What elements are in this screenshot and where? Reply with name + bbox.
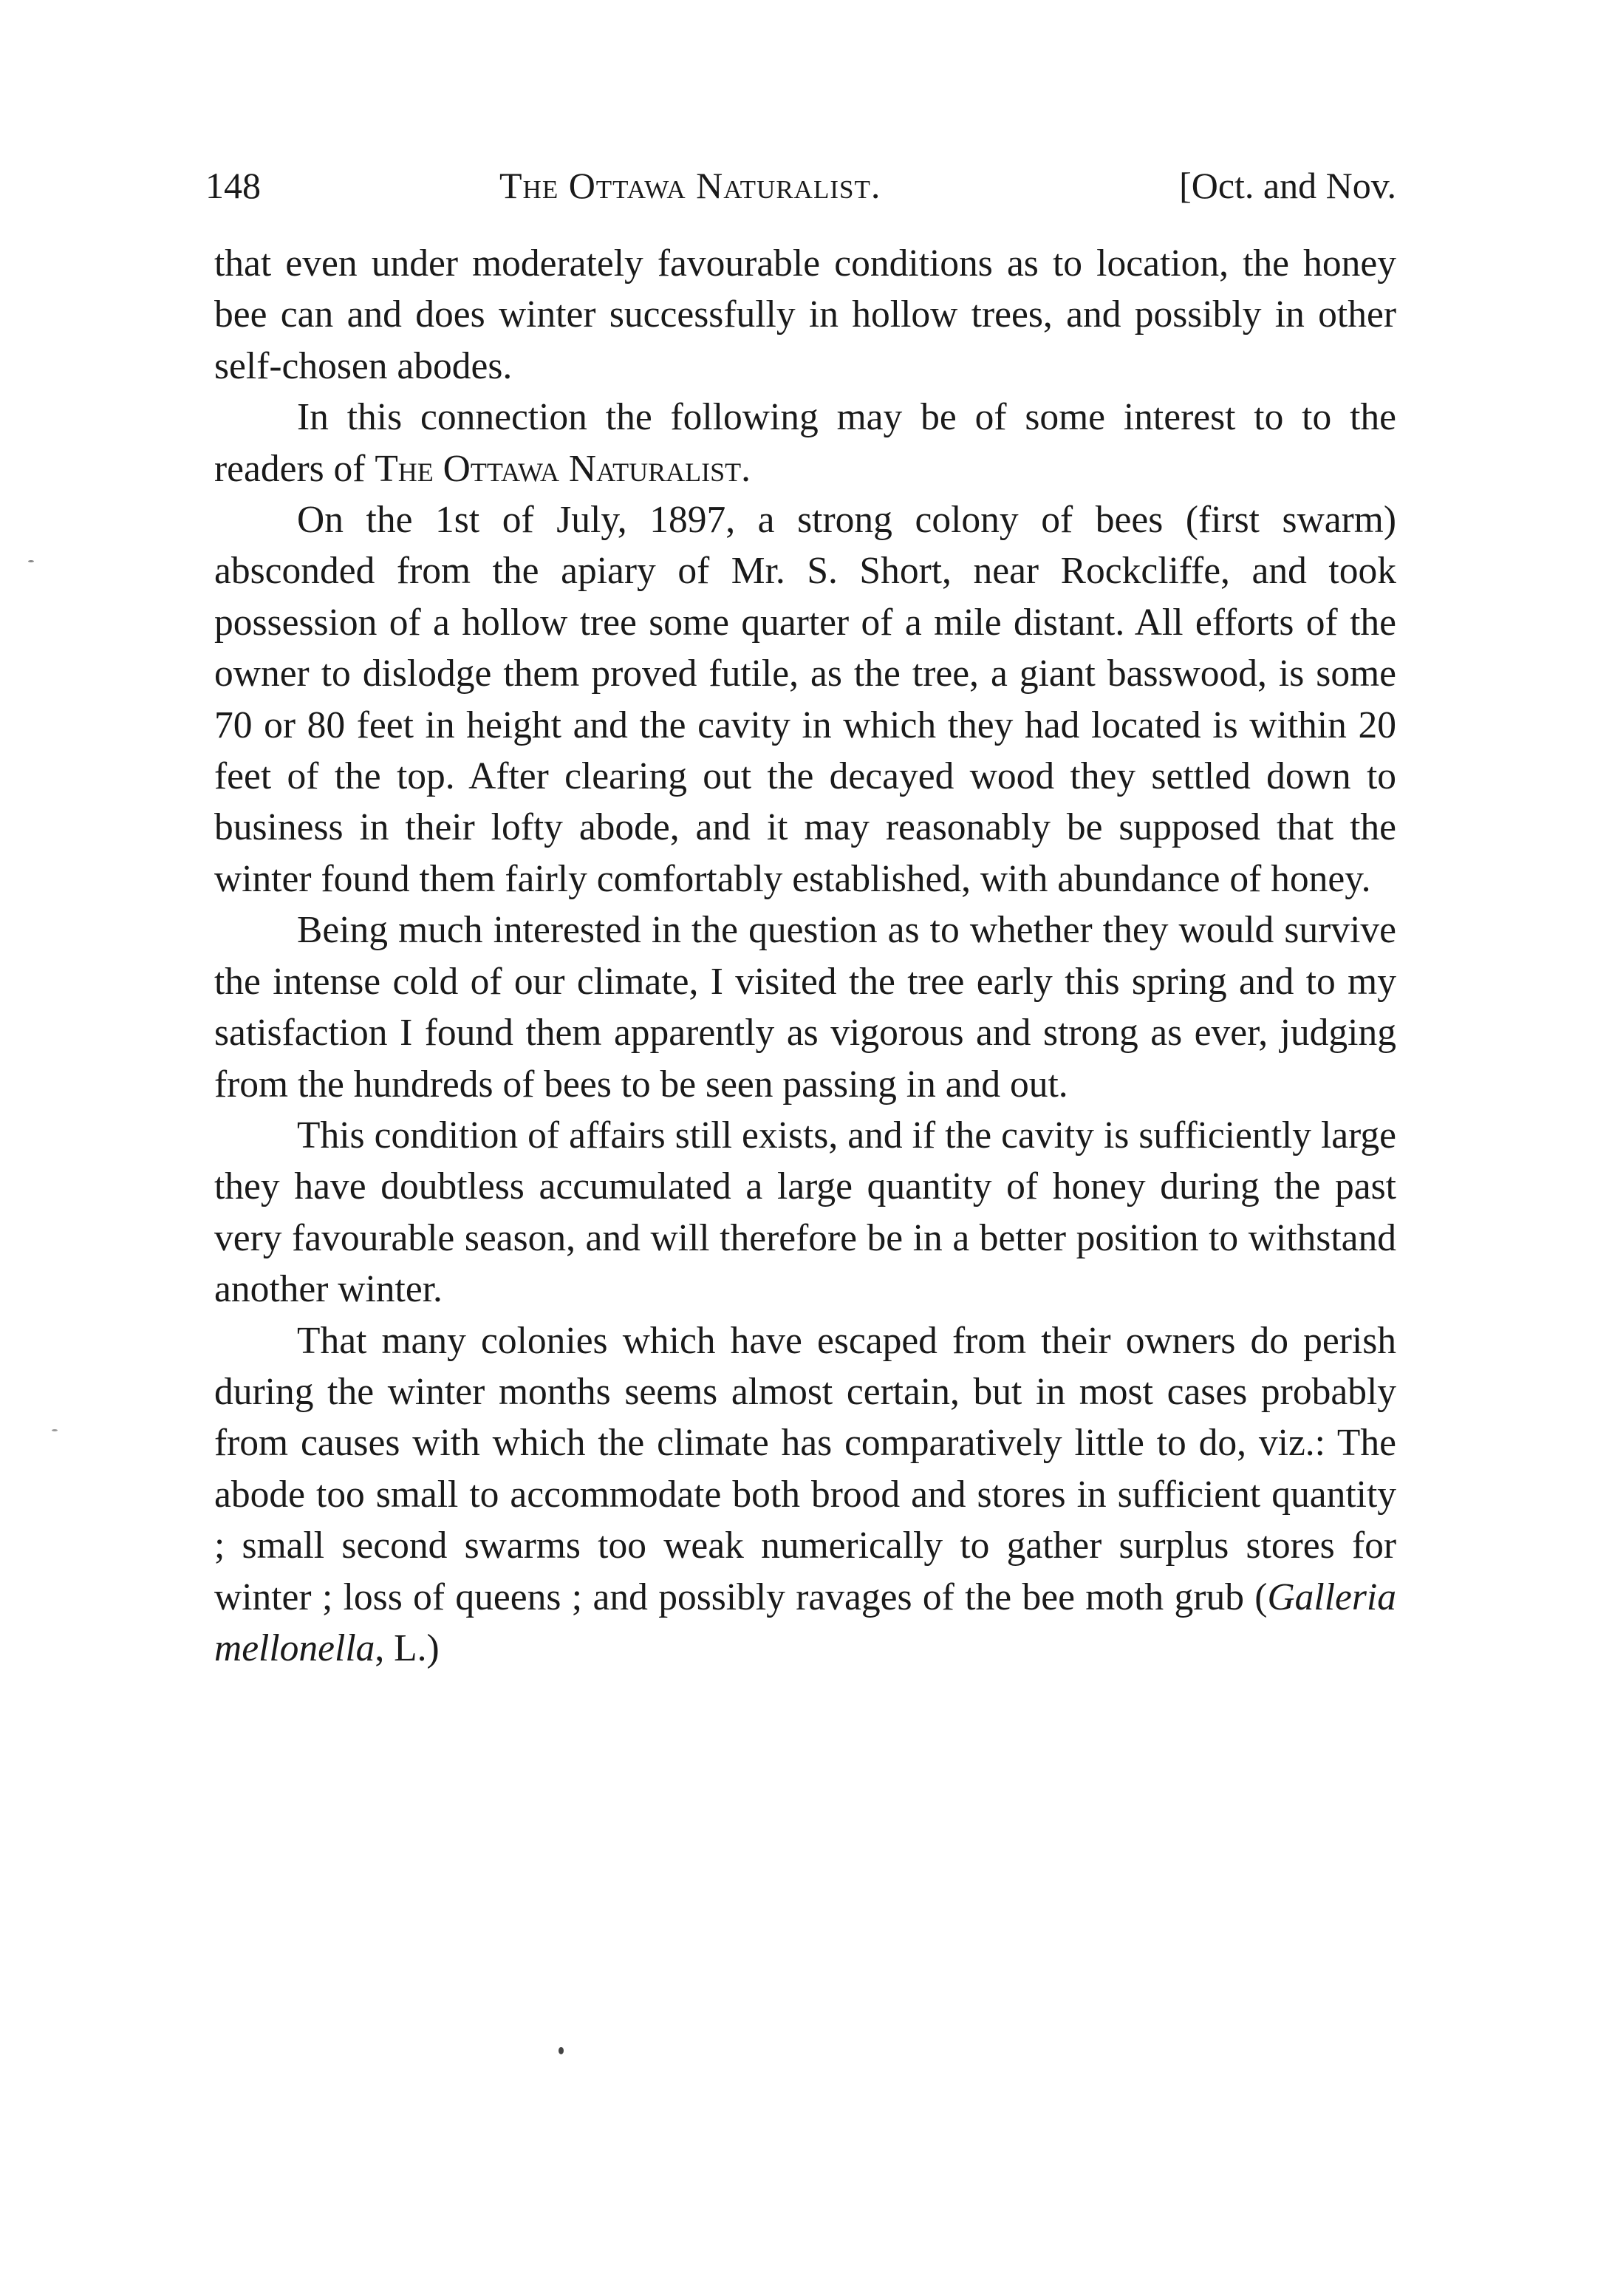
paragraph-1: that even under moderately favourable conditions as to location, the honey bee can and does winter successfully in hollow trees, and possibly in other self-chosen abodes. [214,242,1396,387]
article-body [214,238,1396,1674]
issue-date: [Oct. and Nov. [1179,165,1396,206]
paragraph-4: Being much interested in the question as to whether they would survive the intense cold of our climate, I visited the tree early this spring and to my satisfaction I found them apparently as vigorous and strong as ever, judging from the hundreds of bees to be seen passing in and out. [214,909,1396,1106]
paragraph-6-end: , L.) [375,1626,440,1669]
paragraph-5: This condition of affairs still exists, and if the cavity is sufficiently large they have doubtless accumulated a large quantity of honey during the past very favourable season, and will therefore be in a better position to withstand another winter. [214,1114,1396,1311]
paragraph-3: On the 1st of July, 1897, a strong colony of bees (first swarm) absconded from the apiary of Mr. S. Short, near Rockcliffe, and took possession of a hollow tree some quarter of a mile distant. All efforts of the owner to dislodge them proved futile, as the tree, a giant basswood, is some 70 or 80 feet in height and the cavity in which they had located is within 20 feet of the top. After clearing out the decayed wood they settled down to business in their lofty abode, and it may reasonably be supposed that the winter found them fairly comfortably established, with abundance of honey. [214,499,1396,900]
journal-title: The Ottawa Naturalist. [499,165,881,206]
stray-ink-mark [559,2047,564,2054]
journal-name-inline: The Ottawa Naturalist. [375,447,751,490]
species-name: Galleria mellonella [214,1575,1396,1669]
stray-ink-mark-left [28,560,34,562]
stray-ink-mark-left-2 [52,1429,58,1431]
paragraph-6 [214,1315,1396,1675]
paragraph-2-text: In this connection the following may be of some interest to to the readers of [214,396,1396,490]
running-head [205,158,1396,213]
paragraph-2 [214,392,1396,494]
paragraph-6-text: That many colonies which have escaped from their owners do perish during the winter months seems almost certain, but in most cases probably from causes with which the climate has comparatively little to do, viz.: The abode too small to accommodate both brood and stores in sufficient quantity ; small second swarms too weak numerically to gather surplus stores for winter ; loss of queens ; and possibly ravages of the bee moth grub ( [214,1319,1396,1618]
page-number: 148 [205,165,261,206]
